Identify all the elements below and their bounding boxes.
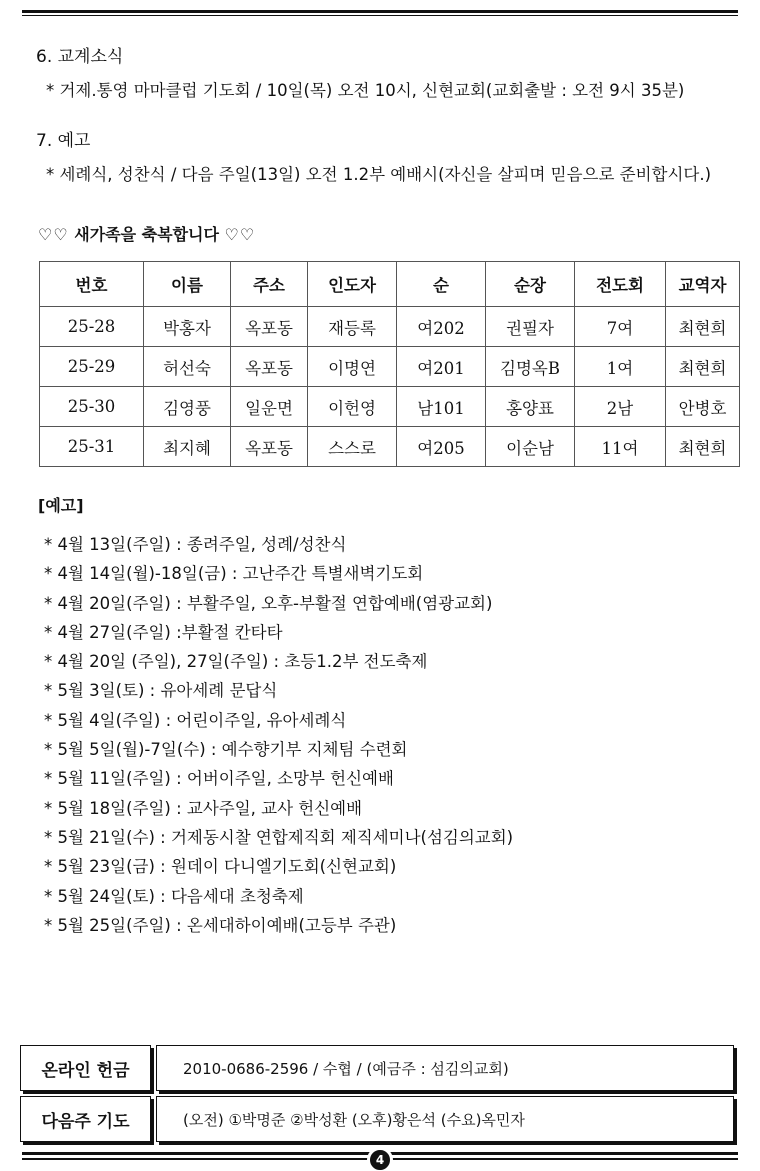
cell-group: 여202 — [397, 307, 486, 347]
section-7-item: * 세례식, 성찬식 / 다음 주일(13일) 오전 1.2부 예배시(자신을 살피며 믿음으로 준비합시다.) — [46, 165, 712, 184]
list-item: * 5월 18일(주일) : 교사주일, 교사 헌신예배 — [44, 798, 363, 818]
header-address: 주소 — [231, 262, 308, 307]
cell-number: 25-31 — [40, 427, 144, 467]
cell-mission-society: 7여 — [575, 307, 666, 347]
cell-address: 옥포동 — [231, 427, 308, 467]
header-number: 번호 — [40, 262, 144, 307]
cell-number: 25-28 — [40, 307, 144, 347]
online-offering-account: 2010-0686-2596 / 수협 / (예금주 : 섬김의교회) — [156, 1045, 734, 1091]
next-week-prayer-label: 다음주 기도 — [20, 1096, 151, 1142]
cell-name: 박홍자 — [144, 307, 231, 347]
cell-minister: 최현희 — [666, 307, 740, 347]
cell-minister: 최현희 — [666, 347, 740, 387]
list-item: * 4월 20일(주일) : 부활주일, 오후-부활절 연합예배(염광교회) — [44, 593, 493, 613]
list-item: * 5월 21일(수) : 거제동시찰 연합제직회 제직세미나(섬김의교회) — [44, 827, 514, 847]
cell-address: 옥포동 — [231, 347, 308, 387]
cell-mission-society: 11여 — [575, 427, 666, 467]
header-guide: 인도자 — [308, 262, 397, 307]
list-item: * 4월 20일 (주일), 27일(주일) : 초등1.2부 전도축제 — [44, 652, 428, 672]
list-item: * 5월 23일(금) : 원데이 다니엘기도회(신현교회) — [44, 857, 397, 877]
section-6-item: * 거제.통영 마마클럽 기도회 / 10일(목) 오전 10시, 신현교회(교회출발 : 오전 9시 35분) — [46, 81, 685, 100]
table-row — [40, 307, 740, 347]
list-item: * 5월 3일(토) : 유아세례 문답식 — [44, 681, 278, 701]
table-header-row — [40, 262, 740, 307]
cell-mission-society: 1여 — [575, 347, 666, 387]
list-item: * 5월 25일(주일) : 온세대하이예배(고등부 주관) — [44, 915, 397, 935]
cell-group: 여205 — [397, 427, 486, 467]
cell-group-leader: 김명옥B — [486, 347, 575, 387]
cell-number: 25-29 — [40, 347, 144, 387]
cell-guide: 이헌영 — [308, 387, 397, 427]
cell-number: 25-30 — [40, 387, 144, 427]
cell-name: 허선숙 — [144, 347, 231, 387]
header-group-leader: 순장 — [486, 262, 575, 307]
new-family-heading-text: 새가족을 축복합니다 — [74, 225, 219, 244]
list-item: * 5월 5일(월)-7일(수) : 예수향기부 지체팀 수련회 — [44, 740, 408, 760]
table-row — [40, 427, 740, 467]
list-item: * 4월 13일(주일) : 종려주일, 성례/성찬식 — [44, 535, 347, 554]
cell-address: 일운면 — [231, 387, 308, 427]
list-item: * 4월 27일(주일) :부활절 칸타타 — [44, 622, 283, 642]
top-double-rule — [22, 10, 738, 16]
cell-minister: 최현희 — [666, 427, 740, 467]
list-item: * 4월 14일(월)-18일(금) : 고난주간 특별새벽기도회 — [44, 564, 424, 584]
page-number-badge: 4 — [367, 1147, 393, 1171]
header-name: 이름 — [144, 262, 231, 307]
cell-name: 최지혜 — [144, 427, 231, 467]
header-mission-society: 전도회 — [575, 262, 666, 307]
table-row — [40, 387, 740, 427]
list-item: * 5월 24일(토) : 다음세대 초청축제 — [44, 886, 304, 906]
section-7-title: 7. 예고 — [36, 131, 91, 151]
header-minister: 교역자 — [666, 262, 740, 307]
notice-heading: [예고] — [38, 496, 84, 515]
cell-group-leader: 권필자 — [486, 307, 575, 347]
list-item: * 5월 4일(주일) : 어린이주일, 유아세례식 — [44, 710, 347, 730]
cell-mission-society: 2남 — [575, 387, 666, 427]
list-item: * 5월 11일(주일) : 어버이주일, 소망부 헌신예배 — [44, 769, 394, 789]
cell-group: 여201 — [397, 347, 486, 387]
cell-name: 김영풍 — [144, 387, 231, 427]
new-family-heading — [38, 222, 255, 245]
cell-guide: 재등록 — [308, 307, 397, 347]
cell-guide: 스스로 — [308, 427, 397, 467]
cell-group-leader: 이순남 — [486, 427, 575, 467]
notice-list — [44, 530, 513, 940]
heart-icons-left: ♡♡ — [38, 225, 69, 244]
cell-address: 옥포동 — [231, 307, 308, 347]
header-group: 순 — [397, 262, 486, 307]
online-offering-label: 온라인 헌금 — [20, 1045, 151, 1091]
new-family-table — [39, 261, 740, 467]
cell-guide: 이명연 — [308, 347, 397, 387]
cell-group-leader: 홍양표 — [486, 387, 575, 427]
cell-group: 남101 — [397, 387, 486, 427]
section-6-title: 6. 교계소식 — [36, 47, 124, 67]
table-row — [40, 347, 740, 387]
heart-icons-right: ♡♡ — [224, 225, 256, 244]
cell-minister: 안병호 — [666, 387, 740, 427]
next-week-prayer-names: (오전) ①박명준 ②박성환 (오후)황은석 (수요)옥민자 — [156, 1096, 734, 1142]
